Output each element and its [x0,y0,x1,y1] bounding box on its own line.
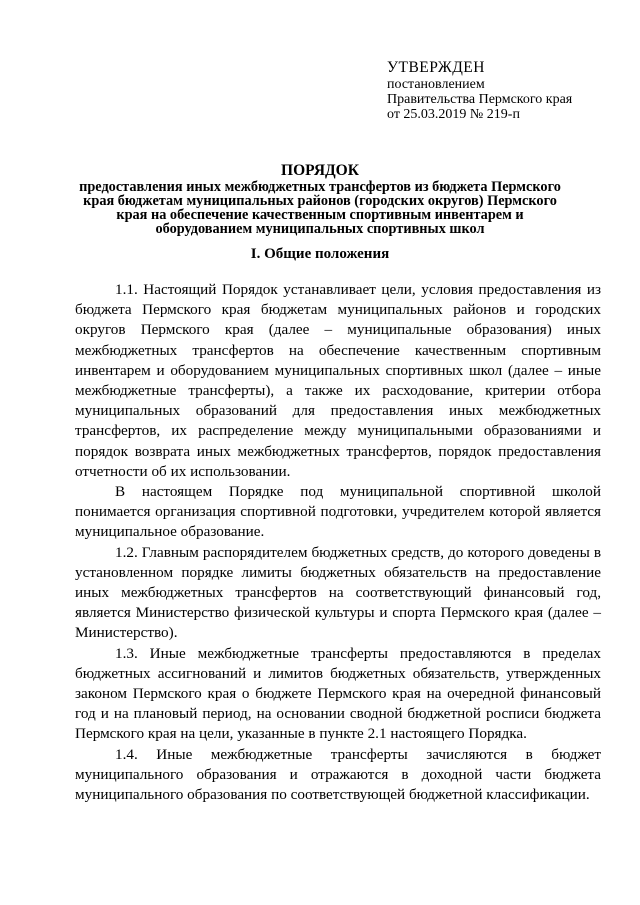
paragraph-1-4: 1.4. Иные межбюджетные трансферты зачисляются в бюджет муниципального образования и отражаются в доходной части бюджета муниципального образования по соответствующей бюджетной классификации. [75,745,601,804]
paragraph-1-1: 1.1. Настоящий Порядок устанавливает цели, условия предоставления из бюджета Пермского края бюджетам муниципальных районов и городских округов Пермского края (далее – муниципальные образования) иных межбюджетных трансфертов на обеспечение качественным спортивным инвентарем и оборудованием муниципальных спортивных школ (далее – иные межбюджетные трансферты), а также их расходование, критерии отбора муниципальных образований для предоставления иных межбюджетных трансфертов, их распределение между муниципальными образованиями и порядок возврата иных межбюджетных трансфертов, порядок предоставления отчетности об их использовании. [75,281,601,480]
document-body [75,280,601,805]
approval-line-1: постановлением [387,77,485,92]
paragraph-1-2: 1.2. Главным распорядителем бюджетных средств, до которого доведены в установленном порядке лимиты бюджетных обязательств на предоставление иных межбюджетных трансфертов на соответствующий финансовый год, является Министерство физической культуры и спорта Пермского края (далее – Министерство). [75,543,601,642]
document-subtitle: предоставления иных межбюджетных трансфертов из бюджета Пермского края бюджетам муниципальных районов (городских округов) Пермского края на обеспечение качественным спортивным инвентарем и оборудованием муниципальных спортивных школ [79,179,561,237]
approval-line-3: от 25.03.2019 № 219-п [387,107,520,122]
document-title: ПОРЯДОК [281,162,359,179]
approval-stamp [387,59,572,122]
paragraph-1-3: 1.3. Иные межбюджетные трансферты предоставляются в пределах бюджетных ассигнований и лимитов бюджетных обязательств, утвержденных законом Пермского края о бюджете Пермского края на очередной финансовый год и на плановый период, на основании сводной бюджетной росписи бюджета Пермского края на цели, указанные в пункте 2.1 настоящего Порядка. [75,644,601,743]
paragraph-definition: В настоящем Порядке под муниципальной спортивной школой понимается организация спортивной подготовки, учредителем которой является муниципальное образование. [75,483,601,541]
section-heading: I. Общие положения [250,246,390,262]
approval-line-2: Правительства Пермского края [387,92,573,107]
approval-heading: УТВЕРЖДЕН [387,59,485,76]
